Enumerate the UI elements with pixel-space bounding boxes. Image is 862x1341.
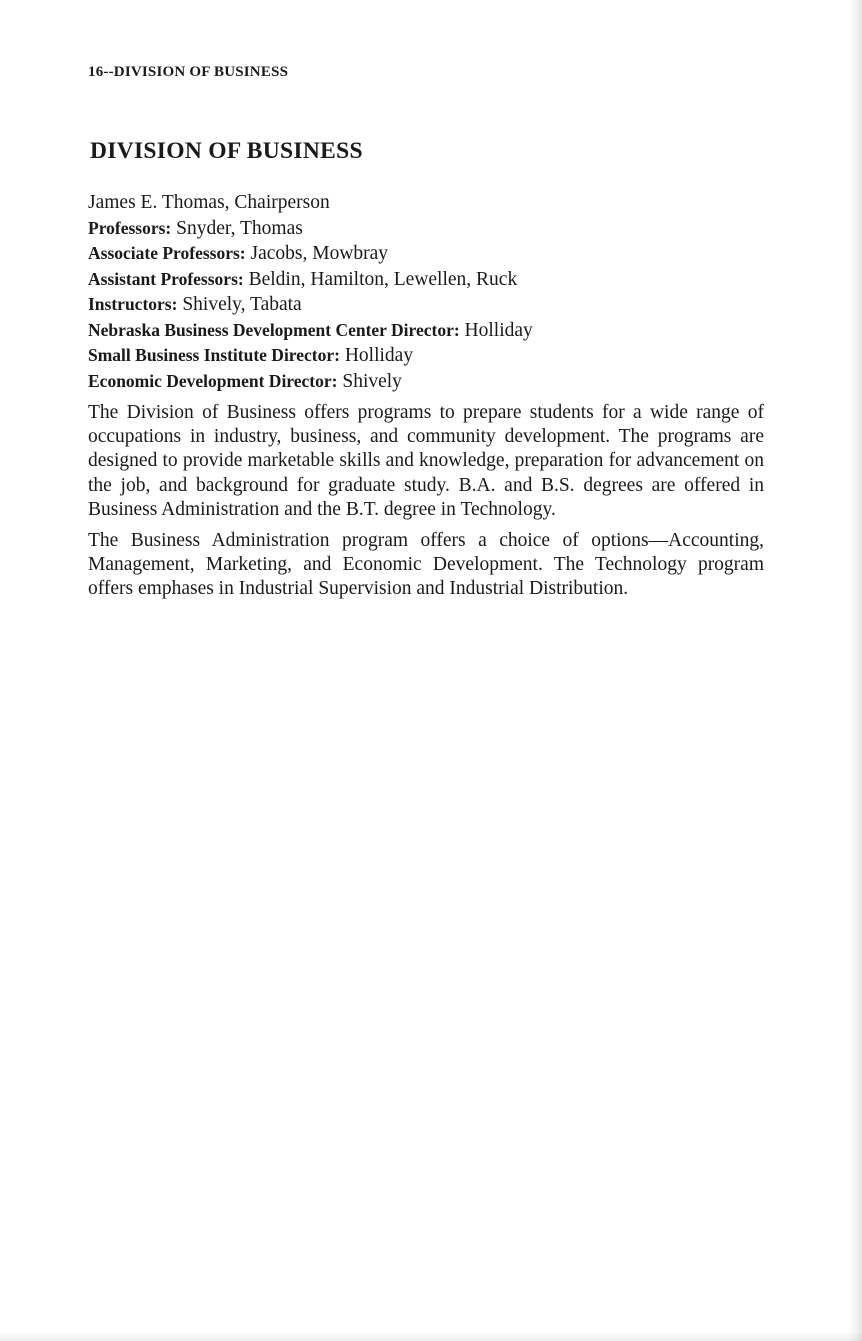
faculty-line-economic-development-director — [88, 369, 764, 395]
faculty-names: Holliday — [339, 345, 414, 366]
catalog-page — [88, 60, 764, 600]
description-paragraph: The Division of Business offers programs to prepare students for a wide range of occupations in industry, business, and community development. The programs are designed to provide marketable skills and knowledge, preparation for advancement on the job, and background for graduate study. B.A. and B.S. degrees are offered in Business Administration and the B.T. degree in Technology. — [88, 402, 764, 520]
page-title: DIVISION OF BUSINESS — [90, 138, 363, 164]
faculty-names: Beldin, Hamilton, Lewellen, Ruck — [243, 268, 518, 290]
description-paragraph: The Business Administration program offers a choice of options—Accounting, Management, Marketing, and Economic Development. The Technology program offers emphases in Industrial Supervision and Industrial Distribution. — [88, 530, 764, 600]
faculty-role-label: Associate Professors: — [88, 243, 246, 263]
faculty-list — [88, 191, 764, 394]
faculty-line-associate-professors — [88, 241, 764, 267]
faculty-role-label: Small Business Institute Director: — [88, 345, 340, 365]
faculty-line-sbi-director — [88, 343, 764, 369]
faculty-line-professors — [88, 216, 764, 242]
faculty-line-assistant-professors — [88, 267, 764, 293]
faculty-names: Holliday — [459, 319, 533, 341]
faculty-names: Jacobs, Mowbray — [245, 243, 389, 264]
scan-bottom-shadow — [0, 1331, 862, 1341]
chairperson-line: James E. Thomas, Chairperson — [88, 192, 330, 213]
faculty-names: Shively, Tabata — [177, 294, 302, 315]
faculty-role-label: Professors: — [88, 217, 172, 238]
faculty-line-nbdc-director — [88, 318, 764, 344]
faculty-line-instructors — [88, 292, 764, 318]
faculty-role-label: Economic Development Director: — [88, 370, 338, 391]
faculty-names: Shively — [337, 370, 402, 392]
faculty-names: Snyder, Thomas — [171, 217, 303, 239]
division-description — [88, 401, 764, 609]
faculty-role-label: Nebraska Business Development Center Director: — [88, 319, 460, 340]
scan-edge-shadow — [848, 0, 862, 1341]
faculty-role-label: Assistant Professors: — [88, 268, 244, 289]
faculty-role-label: Instructors: — [88, 294, 178, 314]
running-head: 16--DIVISION OF BUSINESS — [88, 64, 289, 80]
